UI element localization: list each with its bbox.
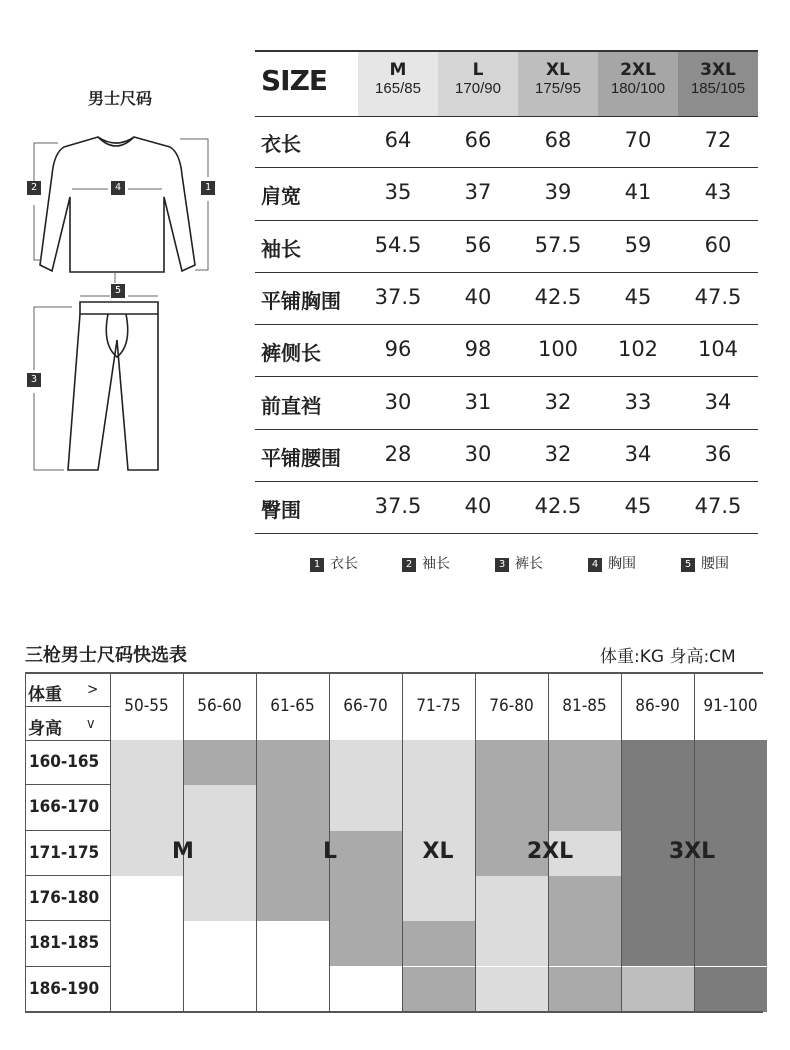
legend-item [310,553,358,573]
measurement-value: 47.5 [694,285,742,310]
size-height-chest: 185/105 [690,80,746,97]
measurement-value: 30 [464,441,492,466]
measurement-value: 40 [464,285,492,310]
size-grid-cell [183,967,256,1012]
size-grid-cell [402,967,475,1012]
measurement-value: 42.5 [534,494,582,519]
measurement-value: 35 [384,180,412,205]
measurement-value: 72 [704,128,732,153]
size-table-row [255,325,758,377]
corner-height-arrow-icon: v [87,716,95,732]
measurement-value: 45 [624,494,652,519]
measurement-value: 100 [537,337,579,362]
size-grid-cell [256,967,329,1012]
size-table-row [255,482,758,534]
measurement-label: 裤侧长 [261,341,321,366]
legend-number: 5 [681,558,695,572]
size-grid-cell [110,921,183,966]
size-table-row [255,168,758,220]
measurement-value: 54.5 [374,232,422,257]
size-grid-cell [402,921,475,966]
measurement-value: 56 [464,232,492,257]
height-row-label: 186-190 [29,978,100,999]
size-grid-cell [183,921,256,966]
height-row-label: 171-175 [29,842,100,863]
grid-line [25,1011,763,1013]
size-grid-cell [694,967,767,1012]
measurement-value: 37.5 [374,285,422,310]
marker-2: 2 [27,181,41,195]
measurement-value: 98 [464,337,492,362]
size-grid-cell [183,785,256,830]
weight-header: 76-80 [489,696,534,716]
weight-header: 71-75 [416,696,461,716]
size-grid-cell [110,740,183,785]
size-grid-cell [548,785,621,830]
size-grid-cell [402,876,475,921]
size-grid-cell [402,740,475,785]
size-col-m [358,52,438,116]
legend-number: 3 [495,558,509,572]
measurement-value: 32 [544,441,572,466]
measurement-value: 36 [704,441,732,466]
weight-header: 50-55 [124,696,169,716]
size-grid-cell [329,876,402,921]
height-row-label: 176-180 [29,887,100,908]
size-grid-cell [621,967,694,1012]
measurement-value: 28 [384,441,412,466]
size-table-row [255,430,758,482]
size-grid-cell [110,785,183,830]
measurement-value: 68 [544,128,572,153]
size-grid-cell [548,921,621,966]
measurement-label: 袖长 [261,236,301,261]
corner-height-label: 身高 [28,719,62,739]
measurement-value: 40 [464,494,492,519]
size-grid-cell [621,740,694,785]
measurement-value: 39 [544,180,572,205]
grid-line [25,740,110,741]
measurement-value: 45 [624,285,652,310]
size-grid-cell [183,876,256,921]
size-col-xl [518,52,598,116]
measurement-value: 60 [704,232,732,257]
size-label-3xl: 3XL [668,838,716,864]
size-height-chest: 180/100 [610,80,666,97]
measurement-value: 31 [464,389,492,414]
weight-header: 56-60 [197,696,242,716]
grid-line [25,920,110,921]
size-grid-cell [256,921,329,966]
size-grid-cell [694,921,767,966]
marker-4: 4 [111,181,125,195]
size-grid-cell [402,785,475,830]
size-grid-cell [183,740,256,785]
size-grid-cell [694,876,767,921]
size-col-2xl [598,52,678,116]
size-col-l [438,52,518,116]
size-grid-cell [256,740,329,785]
size-table-header [255,50,758,117]
grid-line [25,830,110,831]
corner-weight-arrow-icon: > [87,680,99,698]
measurement-value: 41 [624,180,652,205]
measurement-value: 57.5 [534,232,582,257]
measurement-value: 104 [697,337,739,362]
grid-line [25,672,763,674]
garment-diagram [20,125,230,485]
marker-1: 1 [201,181,215,195]
measurement-label: 平铺胸围 [261,289,341,314]
measurement-label: 平铺腰围 [261,445,341,470]
size-height-chest: 175/95 [535,80,581,97]
size-grid-cell [548,876,621,921]
legend-label: 胸围 [608,556,636,572]
measurement-value: 59 [624,232,652,257]
pants-outline-icon [68,302,158,470]
size-grid-cell [694,785,767,830]
grid-line [25,672,26,1012]
legend [310,553,760,573]
weight-header: 86-90 [635,696,680,716]
weight-header: 61-65 [270,696,315,716]
size-table-row [255,221,758,273]
size-grid-cell [329,921,402,966]
legend-item [402,553,450,573]
shirt-outline-icon [40,137,195,272]
legend-number: 2 [402,558,416,572]
size-grid-cell [621,785,694,830]
size-grid-cell [694,740,767,785]
grid-line [25,875,110,876]
size-grid-cell [475,740,548,785]
legend-item [681,553,729,573]
size-label-l: L [322,838,338,864]
measurement-label: 肩宽 [261,184,301,209]
size-height-chest: 170/90 [455,80,501,97]
measurement-value: 34 [624,441,652,466]
size-label-m: M [172,838,194,864]
figure-title: 男士尺码 [87,89,152,108]
size-label-2xl: 2XL [526,838,574,864]
legend-label: 腰围 [701,556,729,572]
size-name: 2XL [620,60,656,80]
legend-item [588,553,636,573]
grid-line [25,706,110,707]
size-grid-cell [475,785,548,830]
legend-number: 4 [588,558,602,572]
quick-select-unit: 体重:KG 身高:CM [600,647,736,667]
height-row-label: 160-165 [29,752,100,772]
marker-3: 3 [27,373,41,387]
legend-number: 1 [310,558,324,572]
weight-header: 81-85 [562,696,607,716]
height-row-label: 181-185 [29,933,100,954]
measurement-value: 47.5 [694,494,742,519]
quick-select-title: 三枪男士尺码快选表 [25,645,187,666]
corner-weight-label: 体重 [28,685,62,705]
measurement-value: 32 [544,389,572,414]
measurement-label: 臀围 [261,498,301,523]
grid-line [25,784,110,785]
size-grid-cell [110,967,183,1012]
measurement-value: 37 [464,180,492,205]
measurement-value: 66 [464,128,492,153]
grid-line [110,672,111,1012]
size-grid-cell [548,740,621,785]
measurement-value: 43 [704,180,732,205]
size-grid-cell [329,785,402,830]
weight-header: 91-100 [703,696,758,716]
measurement-value: 96 [384,337,412,362]
marker-5: 5 [111,284,125,298]
size-grid-cell [256,876,329,921]
grid-line [256,672,257,1012]
weight-header: 66-70 [343,696,388,716]
size-label-xl: XL [422,838,454,864]
size-table-row [255,273,758,325]
measurement-value: 34 [704,389,732,414]
grid-line [25,966,110,967]
grid-line [621,672,622,1012]
measurement-value: 30 [384,389,412,414]
quick-select-table [25,672,763,1012]
measurement-value: 64 [384,128,412,153]
size-name: M [389,60,407,80]
measurement-value: 42.5 [534,285,582,310]
size-grid-cell [621,876,694,921]
measurement-value: 70 [624,128,652,153]
measurement-value: 33 [624,389,652,414]
size-col-3xl [678,52,758,116]
size-grid-cell [329,740,402,785]
measurement-value: 102 [617,337,659,362]
legend-item [495,553,543,573]
measurement-label: 衣长 [261,132,301,157]
legend-label: 裤长 [515,556,543,572]
size-grid-cell [256,785,329,830]
size-table-row [255,116,758,168]
size-grid-cell [329,967,402,1012]
size-header-label: SIZE [261,64,328,97]
size-height-chest: 165/85 [375,80,421,97]
size-grid-cell [621,921,694,966]
size-grid-cell [475,921,548,966]
size-name: L [472,60,484,80]
height-row-label: 166-170 [29,797,100,818]
size-grid-cell [475,876,548,921]
size-grid-cell [548,967,621,1012]
legend-label: 衣长 [330,556,358,572]
measurement-value: 37.5 [374,494,422,519]
measurement-label: 前直裆 [261,393,321,418]
size-grid-cell [475,967,548,1012]
size-table-row [255,378,758,430]
size-name: XL [546,60,570,80]
legend-label: 袖长 [422,556,450,572]
size-grid-cell [110,876,183,921]
size-name: 3XL [700,60,736,80]
